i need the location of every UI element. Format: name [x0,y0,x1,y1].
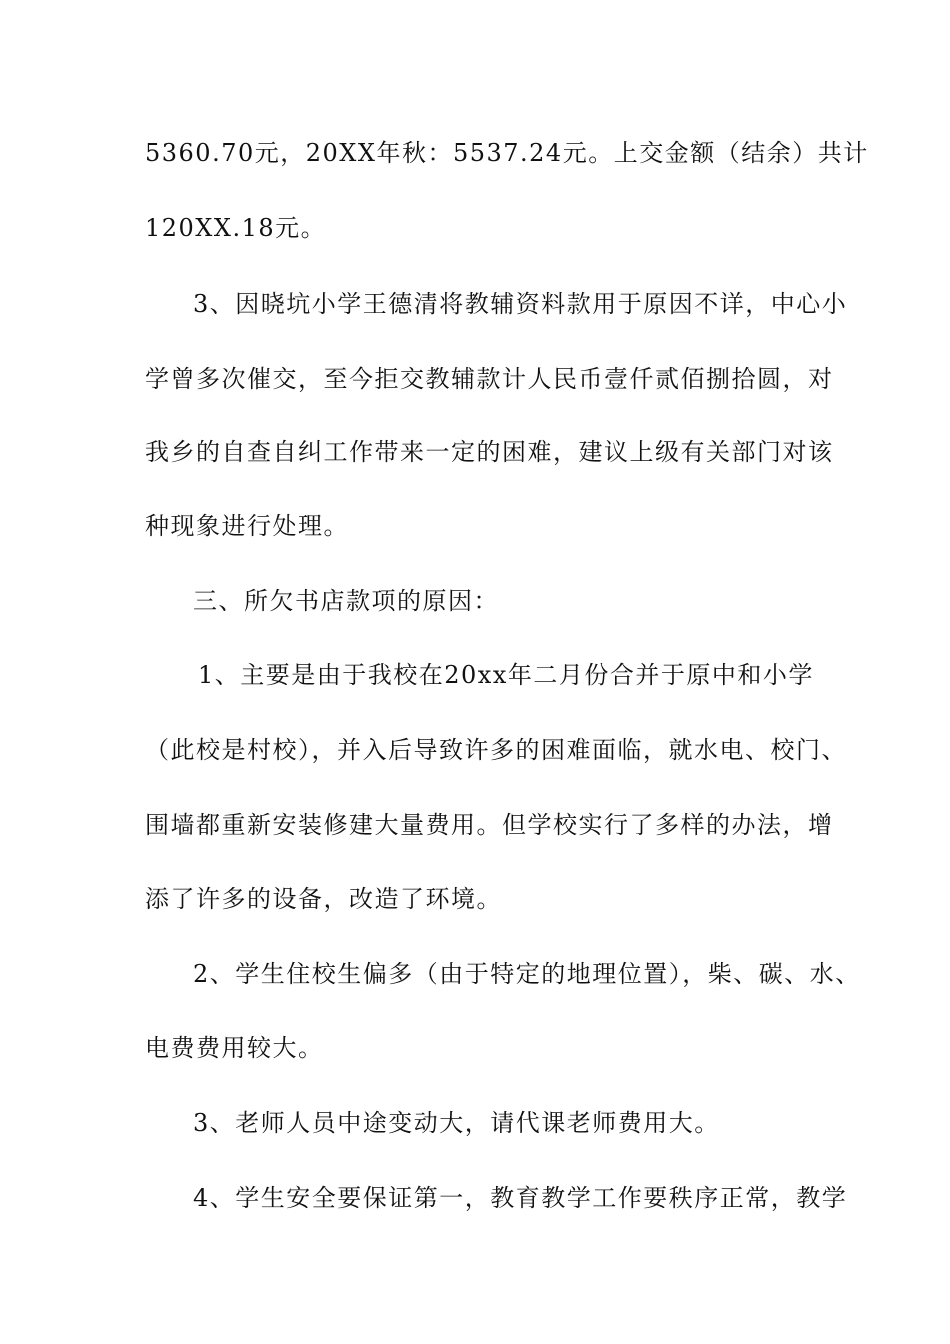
section-heading: 三、所欠书店款项的原因： [193,587,499,615]
paragraph-3-line-1: 3、因晓坑小学王德清将教辅资料款用于原因不详，中心小 [193,290,848,318]
text-line-1: 5360.70元，20XX年秋：5537.24元。上交金额（结余）共计 [145,139,869,167]
text-line-2: 120XX.18元。 [145,214,327,242]
item-1-line-3: 围墙都重新安装修建大量费用。但学校实行了多样的办法，增 [145,811,834,839]
paragraph-3-line-2: 学曾多次催交，至今拒交教辅款计人民币壹仟贰佰捌拾圆，对 [145,365,834,393]
item-4-line-1: 4、学生安全要保证第一，教育教学工作要秩序正常，教学 [193,1184,848,1212]
item-1-line-4: 添了许多的设备，改造了环境。 [145,885,502,913]
item-1-line-1: 1、主要是由于我校在20xx年二月份合并于原中和小学 [198,661,814,689]
item-2-line-2: 电费费用较大。 [145,1034,324,1062]
item-3-line-1: 3、老师人员中途变动大，请代课老师费用大。 [193,1109,720,1137]
paragraph-3-line-4: 种现象进行处理。 [145,512,349,540]
item-1-line-2: （此校是村校），并入后导致许多的困难面临，就水电、校门、 [145,736,847,764]
item-2-line-1: 2、学生住校生偏多（由于特定的地理位置），柴、碳、水、 [193,960,861,988]
paragraph-3-line-3: 我乡的自查自纠工作带来一定的困难，建议上级有关部门对该 [145,438,834,466]
